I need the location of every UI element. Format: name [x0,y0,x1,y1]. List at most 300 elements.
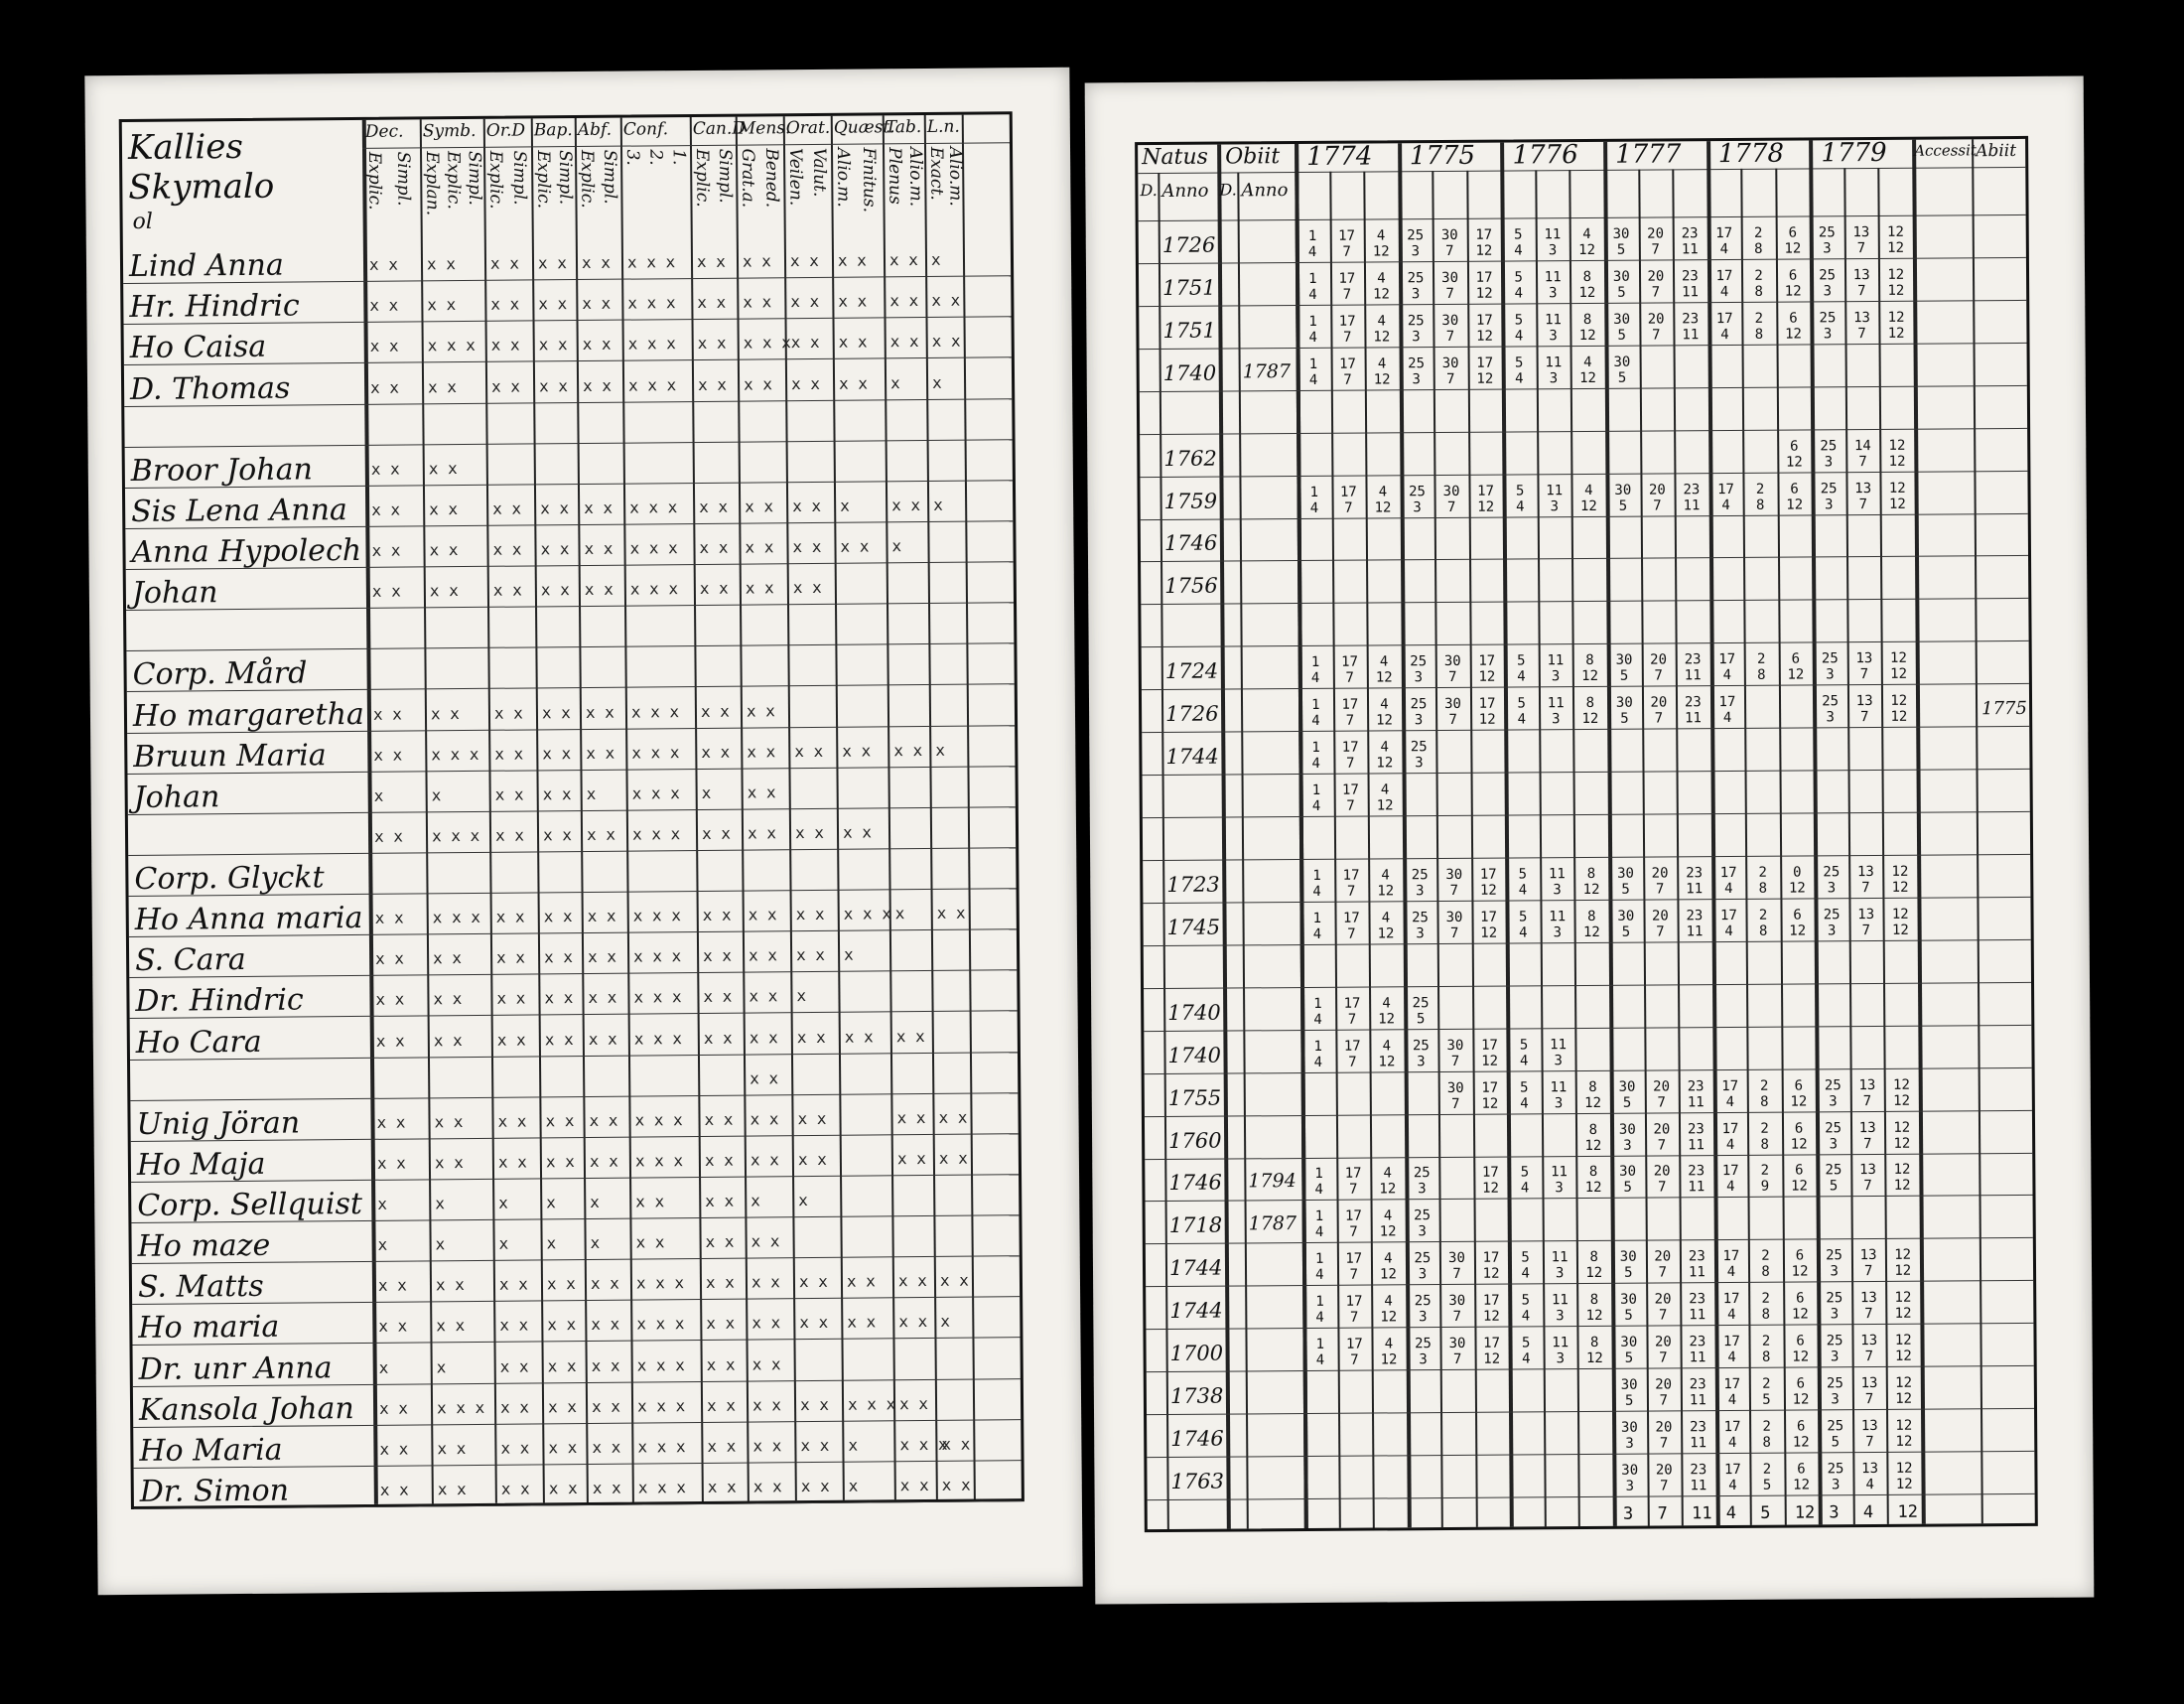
catechism-mark: x [796,986,807,1006]
row-divider [125,439,1013,448]
column-subheader: Simpl. [600,149,620,205]
exam-date: 17 7 [1338,355,1356,388]
birth-year: 1700 [1169,1341,1224,1366]
year-header: 1779 [1821,137,1887,169]
exam-date: 6 12 [1784,224,1802,257]
exam-date: 11 3 [1544,269,1562,302]
birth-year: 1726 [1165,701,1219,727]
catechism-mark: x [935,740,946,760]
exam-date: 4 12 [1373,355,1391,388]
exam-date: 25 3 [1826,1247,1843,1280]
exam-date: 25 3 [1413,1165,1431,1198]
exam-date: 25 3 [1820,480,1838,512]
exam-date: 13 7 [1855,693,1873,726]
exam-date: 30 5 [1612,225,1630,258]
catechism-mark: x x [797,1149,827,1170]
exam-date: 17 4 [1722,1291,1740,1324]
catechism-mark: x x [547,1315,577,1335]
catechism-mark: x x [842,822,873,842]
exam-date: 25 3 [1411,909,1429,942]
catechism-mark: x x [750,1150,779,1170]
birth-year: 1738 [1169,1383,1224,1409]
catechism-mark: x [431,785,442,805]
exam-date: 20 7 [1647,311,1665,344]
exam-date: 13 7 [1858,1119,1876,1152]
exam-date: 30 5 [1615,651,1633,685]
column-subheader: 1. [668,149,689,166]
person-name: Ho margaretha [132,696,365,734]
exam-date: 17 7 [1345,1336,1363,1368]
natus-anno-header: Anno [1161,180,1209,202]
exam-date: 20 7 [1655,1376,1673,1409]
catechism-mark: x x [429,581,459,601]
exam-date: 6 12 [1793,1461,1811,1493]
person-name: Dr. Hindric [135,982,304,1020]
catechism-mark: x x [375,990,405,1010]
exam-date: 30 7 [1443,653,1461,686]
person-name: Kansola Johan [138,1390,354,1428]
row-divider [1144,1025,2031,1032]
exam-date: 6 12 [1784,267,1802,300]
person-name: Johan [133,779,220,815]
catechism-mark: x x x [634,1151,684,1171]
exam-date: 4 12 [1379,1165,1397,1198]
catechism-mark: x x [939,1270,969,1291]
exam-date: 25 3 [1408,483,1426,515]
exam-date: 23 11 [1682,311,1700,344]
exam-date: 13 7 [1856,863,1874,897]
catechism-mark: x x [500,1438,530,1458]
exam-date: 11 3 [1551,1292,1569,1325]
obiit-d-header: D. [1219,180,1237,200]
accessit-header: Accessit [1914,141,1977,160]
catechism-mark: x x [434,1111,464,1132]
row-divider [1148,1493,2035,1500]
catechism-mark: x x [699,497,729,516]
exam-date: 17 7 [1344,1207,1362,1241]
catechism-mark: x x x [427,336,476,355]
exam-date: 8 12 [1578,311,1596,344]
catechism-mark: x x x [899,1434,948,1455]
exam-date: 6 12 [1790,1162,1808,1196]
exam-date: 17 12 [1475,312,1493,345]
person-name: S. Cara [134,942,246,979]
catechism-mark: x [378,1357,389,1377]
exam-date: 2 5 [1762,1461,1772,1493]
catechism-mark: x x [428,458,458,479]
catechism-mark: x [377,1234,388,1255]
catechism-mark: x x [538,335,568,355]
birth-year: 1760 [1168,1128,1222,1153]
exam-date: 30 5 [1620,1376,1638,1409]
column-subheader: Explic. [533,150,554,210]
catechism-mark: x x x [629,497,678,517]
exam-date: 25 3 [1819,267,1837,300]
catechism-mark: x x [704,1150,734,1170]
exam-date: 12 12 [1893,1162,1911,1195]
exam-date: 8 12 [1584,1078,1602,1111]
catechism-mark: x x [582,293,612,314]
catechism-mark: x x [592,1478,621,1497]
footer-total: 3 [1622,1503,1634,1524]
catechism-mark: x x [540,580,570,600]
exam-date: 25 3 [1826,1375,1843,1408]
exam-date: 25 3 [1414,1336,1432,1368]
exam-date: 11 3 [1550,1164,1568,1197]
person-name: Ho Cara [135,1024,262,1061]
exam-date: 17 7 [1345,1293,1363,1326]
catechism-mark: x x x [633,1028,683,1049]
exam-date: 25 5 [1827,1418,1844,1451]
catechism-mark: x x [707,1477,737,1496]
column-header: Symb. [422,120,477,142]
exam-date: 30 5 [1612,268,1630,301]
exam-date: 5 4 [1521,1335,1531,1367]
catechism-mark: x x [789,251,819,271]
exam-date: 12 12 [1895,1417,1913,1450]
catechism-mark: x x [433,1030,463,1050]
exam-date: 23 11 [1686,908,1704,940]
catechism-mark: x x [747,823,777,843]
exam-date: 25 5 [1825,1162,1843,1195]
catechism-mark: x x [497,1152,527,1172]
catechism-mark: x [436,1356,447,1376]
exam-date: 17 12 [1478,652,1496,686]
exam-date: 11 3 [1545,311,1562,345]
birth-year: 1746 [1168,1171,1222,1196]
exam-date: 8 12 [1584,1121,1602,1154]
row-divider [1144,982,2031,989]
catechism-mark: x x [591,1396,621,1416]
catechism-mark: x x x [637,1478,687,1497]
exam-date: 17 4 [1719,864,1737,897]
exam-date: 30 7 [1441,355,1459,387]
exam-date: 23 11 [1686,865,1704,898]
exam-date: 12 12 [1889,650,1908,683]
catechism-mark: x x [433,989,463,1009]
person-name: Anna Hypolech [131,532,362,570]
catechism-mark: x x [898,1312,928,1332]
exam-date: 17 4 [1723,1419,1741,1452]
exam-date: 8 12 [1578,268,1596,301]
column-subheader: 2. [645,149,666,166]
catechism-mark: x x [427,295,457,315]
catechism-mark: x x [591,1315,620,1335]
catechism-mark: x x [588,1029,617,1049]
birth-year: 1744 [1169,1298,1223,1324]
exam-date: 1 4 [1308,355,1318,388]
exam-date: 17 12 [1475,226,1493,259]
exam-date: 17 12 [1481,1079,1499,1112]
catechism-mark: x x [377,1275,407,1296]
exam-date: 20 7 [1651,908,1669,940]
exam-date: 1 4 [1313,1038,1323,1070]
catechism-mark: x x [792,536,822,557]
exam-date: 2 5 [1762,1375,1771,1408]
exam-date: 6 12 [1792,1418,1810,1451]
birth-year: 1740 [1167,1000,1221,1025]
catechism-mark: x x [376,1153,406,1173]
person-name: Lind Anna [128,247,284,285]
catechism-mark: x x [797,1108,827,1128]
birth-year: 1726 [1161,232,1216,257]
catechism-mark: x x [592,1437,621,1457]
catechism-mark: x x [745,497,774,516]
exam-date: 23 11 [1687,1120,1705,1153]
catechism-mark: x x x [631,742,680,763]
left-page [84,68,1082,1596]
catechism-mark: x x [899,1475,929,1495]
exam-date: 17 4 [1715,224,1733,257]
catechism-mark: x x [746,700,775,721]
exam-date: 4 12 [1578,354,1596,386]
catechism-mark: x x [796,945,826,965]
exam-date: 13 7 [1859,1247,1877,1280]
exam-date: 1 4 [1307,227,1317,260]
abiit-header: Abiit [1976,140,2017,162]
catechism-mark: x x [589,1110,618,1130]
catechism-mark: x x [941,1434,971,1454]
exam-date: 1 4 [1308,313,1317,346]
natus-header: Natus [1142,144,1208,171]
exam-date: 2 8 [1758,864,1768,897]
catechism-mark: x x x [636,1395,686,1416]
catechism-mark: x x [891,495,921,515]
exam-date: 25 3 [1410,653,1428,686]
exam-date: 13 7 [1854,480,1872,512]
exam-date: 8 12 [1582,908,1600,940]
exam-date: 4 12 [1377,910,1395,942]
exam-date: 25 3 [1408,355,1426,387]
catechism-mark: x x [544,1029,574,1049]
catechism-mark: x x [544,947,574,967]
exam-date: 12 12 [1887,309,1905,342]
exam-date: 4 12 [1379,1250,1397,1283]
catechism-mark: x x [368,254,399,274]
catechism-mark: x x [588,947,617,967]
exam-date: 6 12 [1792,1333,1810,1365]
catechism-mark: x x [938,1148,968,1168]
exam-date: 2 8 [1761,1248,1770,1281]
exam-date: 17 7 [1342,910,1360,942]
row-divider [128,847,1016,856]
catechism-mark: x [373,785,384,805]
exam-date: 30 7 [1444,696,1462,729]
catechism-mark: x [930,249,941,270]
catechism-mark: x x [587,906,616,926]
catechism-mark: x x [541,702,571,722]
catechism-mark: x x [499,1356,529,1376]
exam-date: 8 12 [1585,1335,1603,1367]
exam-date: 12 12 [1887,266,1905,299]
person-name: Ho Maja [136,1146,266,1183]
catechism-mark: x x [430,703,460,723]
catechism-mark: x x [752,1477,782,1496]
exam-date: 20 7 [1650,651,1668,684]
exam-date: 5 4 [1521,1249,1530,1282]
person-name: Corp. Sellquist [137,1187,363,1224]
exam-date: 20 7 [1650,694,1668,727]
column-header: Tab. [885,117,922,138]
exam-date: 8 12 [1584,1164,1602,1197]
column-subheader: Simpl. [393,151,414,207]
catechism-mark: x x [838,373,869,393]
exam-date: 17 7 [1341,739,1359,772]
catechism-mark: x x [898,1393,929,1413]
catechism-mark: x x [437,1480,467,1499]
column-subheader: Explic. [692,148,713,208]
birth-year: 1740 [1162,360,1217,385]
catechism-mark: x x [747,782,776,802]
exam-date: 12 12 [1894,1332,1912,1365]
catechism-mark: x x [743,373,773,394]
catechism-mark: x x [540,539,570,559]
exam-date: 23 11 [1688,1163,1706,1196]
catechism-mark: x x [751,1353,781,1374]
exam-date: 17 12 [1482,1292,1500,1326]
exam-date: 17 12 [1477,483,1495,515]
catechism-mark: x x [697,334,727,354]
exam-date: 2 8 [1759,1077,1769,1110]
exam-date: 5 4 [1518,866,1528,899]
exam-date: 20 7 [1654,1334,1672,1366]
exam-date: 25 3 [1819,310,1837,343]
catechism-mark: x x [749,945,778,965]
exam-date: 20 7 [1648,481,1666,514]
exam-date: 4 12 [1376,696,1394,729]
catechism-mark: x x [378,1317,408,1337]
birth-year: 1723 [1166,872,1220,897]
catechism-mark: x x [635,1192,665,1211]
birth-year: 1755 [1167,1085,1222,1110]
exam-date: 17 7 [1344,1166,1362,1199]
birth-year: 1763 [1170,1469,1225,1493]
catechism-mark: x [940,1312,951,1332]
exam-date: 17 4 [1718,651,1736,684]
column-header: Conf. [622,119,669,140]
exam-date: 20 7 [1647,225,1665,258]
exam-date: 11 3 [1550,1036,1568,1068]
catechism-mark: x [498,1193,508,1212]
exam-date: 5 4 [1517,652,1526,685]
catechism-mark: x x [491,376,521,396]
row-divider [132,1297,1020,1306]
exam-date: 25 3 [1414,1250,1432,1283]
year-divider [1295,144,1308,1528]
exam-date: 1 4 [1310,654,1320,687]
catechism-mark: x x x [847,1394,896,1414]
exam-date: 1 4 [1315,1337,1325,1369]
catechism-mark: x x [499,1397,530,1417]
birth-year: 1744 [1168,1255,1223,1281]
exam-date: 4 12 [1380,1293,1398,1326]
catechism-mark: x x [496,988,526,1009]
exam-date: 5 4 [1515,482,1525,515]
catechism-mark: x x [493,703,523,723]
catechism-mark: x x [545,1110,575,1131]
catechism-mark: x x [931,290,961,311]
exam-date: 17 7 [1342,867,1360,900]
catechism-mark: x [891,536,902,556]
exam-date: 2 8 [1761,1291,1771,1324]
exam-date: 2 8 [1758,907,1768,939]
catechism-mark: x [840,496,850,515]
catechism-mark: x x [751,1313,781,1334]
exam-date: 4 12 [1372,227,1390,260]
catechism-mark: x x [846,1271,876,1292]
exam-date: 5 4 [1514,269,1524,302]
exam-date: 8 12 [1581,652,1599,685]
catechism-mark: x [546,1233,557,1253]
catechism-mark: x x [494,744,524,764]
catechism-mark: x x x [629,538,678,558]
exam-date: 25 3 [1823,864,1841,897]
exam-date: 4 12 [1375,653,1393,686]
catechism-mark: x x [547,1355,577,1375]
catechism-mark: x x [790,333,820,353]
catechism-mark: x x [938,1107,968,1127]
person-name: Ho Maria [139,1432,283,1469]
exam-date: 1 4 [1312,867,1321,900]
exam-date: 1 4 [1308,270,1317,303]
exam-date: 13 7 [1852,223,1870,257]
birth-year: 1762 [1163,446,1217,471]
exam-date: 25 3 [1822,693,1840,726]
exam-date: 23 11 [1687,1077,1705,1110]
catechism-mark: x x x [627,334,676,354]
person-name: Hr. Hindric [129,288,300,326]
catechism-mark: x x [840,536,870,556]
catechism-mark: x [848,1476,859,1495]
catechism-mark: x [586,783,597,803]
catechism-mark: x [931,372,942,392]
column-subheader: Simpl. [509,150,530,206]
catechism-mark: x x [796,1027,826,1047]
exam-date: 23 11 [1683,481,1701,513]
birth-year: 1740 [1167,1043,1222,1067]
exam-date: 5 4 [1520,1164,1530,1197]
exam-date: 17 12 [1480,909,1498,941]
exam-date: 25 3 [1826,1333,1843,1365]
catechism-mark: x x [547,1396,578,1417]
catechism-mark: x x [586,743,615,763]
exam-date: 2 8 [1754,310,1764,343]
exam-date: 6 12 [1787,650,1805,683]
column-subheader: Plenus [885,147,905,205]
catechism-mark: x x [893,740,923,760]
catechism-mark: x [844,944,854,965]
exam-date: 2 8 [1762,1418,1772,1451]
catechism-mark: x x [896,1107,926,1128]
catechism-mark: x [546,1193,556,1212]
exam-date: 30 5 [1618,1078,1636,1111]
exam-date: 13 7 [1858,1076,1876,1109]
abiit-note: 1775 [1981,698,2027,720]
death-year: 1794 [1248,1170,1297,1193]
year-header: 1776 [1512,140,1578,171]
exam-date: 20 7 [1654,1248,1672,1281]
exam-date: 23 11 [1690,1462,1707,1494]
person-name: Ho Caisa [129,330,267,366]
catechism-mark: x x [492,498,522,518]
catechism-mark: x x [896,1148,926,1169]
footer-total: 12 [1897,1501,1919,1522]
catechism-mark: x x [799,1394,830,1414]
catechism-mark: x x [500,1479,530,1498]
exam-date: 1 4 [1311,740,1320,773]
catechism-mark: x x [702,905,732,925]
catechism-mark: x [435,1194,445,1213]
